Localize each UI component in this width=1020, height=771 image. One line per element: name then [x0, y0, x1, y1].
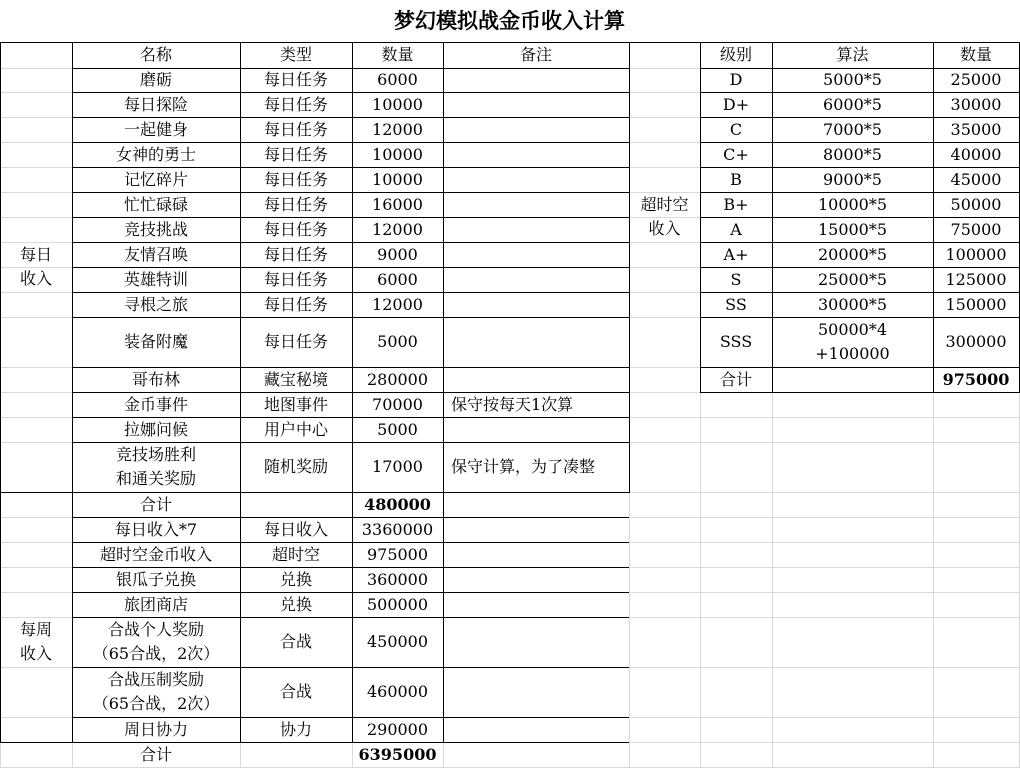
weekly-item-amount[interactable]: 460000: [366, 682, 429, 701]
chaos-level[interactable]: A: [730, 219, 742, 239]
daily-item-name[interactable]: 竞技挑战: [123, 219, 188, 239]
weekly-item-remark[interactable]: [443, 567, 629, 592]
daily-item-amount[interactable]: 5000: [377, 419, 418, 439]
weekly-total-label[interactable]: 合计: [139, 744, 172, 764]
chaos-formula[interactable]: 9000*5: [823, 169, 882, 189]
weekly-item-remark[interactable]: [443, 617, 629, 667]
daily-item-amount[interactable]: 70000: [372, 394, 423, 414]
daily-item-remark[interactable]: [443, 142, 629, 167]
chaos-formula[interactable]: 15000*5: [817, 219, 888, 239]
chaos-amount[interactable]: 40000: [950, 144, 1002, 164]
gridline-horizontal: [0, 767, 1020, 768]
weekly-item-name[interactable]: 旅团商店: [123, 594, 188, 614]
daily-income-label[interactable]: 每日 收入: [19, 245, 52, 288]
chaos-amount[interactable]: 30000: [950, 94, 1002, 114]
chaos-amount-header[interactable]: 数量: [959, 45, 992, 64]
daily-item-remark[interactable]: [443, 217, 629, 242]
daily-item-amount[interactable]: 10000: [372, 169, 423, 189]
daily-item-remark[interactable]: [443, 68, 629, 92]
daily-item-type[interactable]: 每日任务: [263, 244, 328, 264]
weekly-total-remark[interactable]: [443, 742, 629, 767]
daily-item-remark[interactable]: [443, 367, 629, 392]
chaos-level[interactable]: C+: [723, 144, 749, 164]
chaos-formula[interactable]: 6000*5: [823, 94, 882, 114]
daily-item-type[interactable]: 每日任务: [263, 169, 328, 189]
daily-item-remark[interactable]: 保守计算，为了凑整: [451, 457, 596, 476]
daily-item-name[interactable]: 磨砺: [139, 70, 172, 89]
daily-item-type[interactable]: 藏宝秘境: [263, 369, 328, 389]
weekly-item-amount[interactable]: 975000: [366, 544, 429, 564]
daily-item-amount[interactable]: 280000: [366, 369, 429, 389]
daily-total-value[interactable]: 480000: [364, 494, 431, 514]
daily-item-remark[interactable]: [443, 317, 629, 367]
weekly-item-type[interactable]: 合战: [279, 632, 312, 651]
daily-item-name[interactable]: 友情召唤: [123, 244, 188, 264]
chaos-amount[interactable]: 300000: [945, 332, 1007, 351]
weekly-item-name[interactable]: 合战压制奖励 （65合战，2次）: [92, 670, 220, 713]
weekly-item-amount[interactable]: 360000: [366, 569, 429, 589]
chaos-level[interactable]: B+: [723, 194, 749, 214]
weekly-item-amount[interactable]: 3360000: [361, 519, 434, 539]
daily-item-remark[interactable]: 保守按每天1次算: [451, 394, 574, 414]
daily-item-type[interactable]: 用户中心: [263, 419, 328, 439]
daily-item-amount[interactable]: 6000: [377, 269, 418, 289]
weekly-item-name[interactable]: 合战个人奖励 （65合战，2次）: [92, 620, 220, 663]
amount-header[interactable]: 数量: [381, 45, 414, 64]
daily-item-type[interactable]: 每日任务: [263, 144, 328, 164]
daily-item-amount[interactable]: 17000: [372, 457, 423, 476]
daily-item-amount[interactable]: 6000: [377, 70, 418, 89]
cell-border-horizontal: [700, 392, 1020, 393]
chaos-amount[interactable]: 75000: [950, 219, 1002, 239]
daily-item-type[interactable]: 每日任务: [263, 119, 328, 139]
weekly-item-amount[interactable]: 290000: [366, 719, 429, 739]
chaos-level[interactable]: A+: [723, 244, 749, 264]
daily-item-type[interactable]: 每日任务: [263, 294, 328, 314]
chaos-total-formula[interactable]: [772, 367, 933, 392]
cell-border-horizontal: [629, 492, 630, 493]
daily-item-name[interactable]: 英雄特训: [123, 269, 188, 289]
daily-item-name[interactable]: 拉娜问候: [123, 419, 188, 439]
weekly-item-type[interactable]: 超时空: [271, 544, 320, 564]
daily-item-amount[interactable]: 9000: [377, 244, 418, 264]
weekly-item-amount[interactable]: 450000: [366, 632, 429, 651]
daily-item-name[interactable]: 每日探险: [123, 94, 188, 114]
weekly-item-type[interactable]: 协力: [279, 719, 312, 739]
chaos-level[interactable]: S: [730, 269, 742, 289]
daily-item-remark[interactable]: [443, 267, 629, 292]
daily-item-amount[interactable]: 10000: [372, 144, 423, 164]
weekly-item-name[interactable]: 银瓜子兑换: [115, 569, 196, 589]
chaos-amount[interactable]: 150000: [945, 294, 1007, 314]
formula-header[interactable]: 算法: [836, 45, 869, 64]
weekly-item-remark[interactable]: [443, 542, 629, 567]
chaos-income-label[interactable]: 超时空 收入: [640, 195, 689, 238]
daily-item-name[interactable]: 一起健身: [123, 119, 188, 139]
daily-item-name[interactable]: 装备附魔: [123, 332, 188, 351]
chaos-total-label[interactable]: 合计: [719, 369, 752, 389]
weekly-total-value[interactable]: 6395000: [358, 744, 437, 764]
daily-item-type[interactable]: 每日任务: [263, 332, 328, 351]
chaos-formula[interactable]: 20000*5: [817, 244, 888, 264]
chaos-formula[interactable]: 7000*5: [823, 119, 882, 139]
chaos-formula[interactable]: 8000*5: [823, 144, 882, 164]
weekly-item-amount[interactable]: 500000: [366, 594, 429, 614]
daily-item-name[interactable]: 记忆碎片: [123, 169, 188, 189]
daily-total-remark[interactable]: [443, 492, 629, 517]
daily-item-amount[interactable]: 12000: [372, 119, 423, 139]
chaos-formula[interactable]: 30000*5: [817, 294, 888, 314]
weekly-income-label[interactable]: 每周 收入: [19, 620, 52, 663]
daily-item-name[interactable]: 女神的勇士: [115, 144, 196, 164]
daily-item-type[interactable]: 每日任务: [263, 194, 328, 214]
daily-total-label[interactable]: 合计: [139, 494, 172, 514]
weekly-item-remark[interactable]: [443, 517, 629, 542]
weekly-item-type[interactable]: 每日收入: [263, 519, 328, 539]
daily-item-type[interactable]: 每日任务: [263, 70, 328, 89]
chaos-amount[interactable]: 100000: [945, 244, 1007, 264]
weekly-item-type[interactable]: 兑换: [279, 594, 312, 614]
daily-item-name[interactable]: 竞技场胜利 和通关奖励: [115, 445, 196, 488]
page-title[interactable]: 梦幻模拟战金币收入计算: [394, 8, 625, 33]
weekly-item-remark[interactable]: [443, 667, 629, 717]
daily-item-type[interactable]: 每日任务: [263, 219, 328, 239]
daily-item-name[interactable]: 忙忙碌碌: [123, 194, 188, 214]
chaos-amount[interactable]: 125000: [945, 269, 1007, 289]
daily-item-remark[interactable]: [443, 167, 629, 192]
daily-item-name[interactable]: 金币事件: [123, 394, 188, 414]
chaos-formula[interactable]: 10000*5: [817, 194, 888, 214]
weekly-item-name[interactable]: 超时空金币收入: [99, 544, 212, 564]
weekly-item-type[interactable]: 兑换: [279, 569, 312, 589]
remark-header[interactable]: 备注: [519, 45, 552, 64]
chaos-formula[interactable]: 5000*5: [823, 70, 882, 89]
chaos-amount[interactable]: 25000: [950, 70, 1002, 89]
daily-item-type[interactable]: 每日任务: [263, 94, 328, 114]
daily-item-name[interactable]: 哥布林: [131, 369, 180, 389]
daily-item-type[interactable]: 地图事件: [263, 394, 328, 414]
daily-item-remark[interactable]: [443, 292, 629, 317]
daily-item-amount[interactable]: 10000: [372, 94, 423, 114]
chaos-total-value[interactable]: 975000: [942, 369, 1010, 389]
weekly-item-remark[interactable]: [443, 717, 629, 742]
weekly-item-name[interactable]: 每日收入*7: [114, 519, 198, 539]
chaos-level[interactable]: SS: [725, 294, 747, 314]
chaos-level[interactable]: B: [730, 169, 742, 189]
daily-item-remark[interactable]: [443, 242, 629, 267]
weekly-item-remark[interactable]: [443, 592, 629, 617]
chaos-formula[interactable]: 25000*5: [817, 269, 888, 289]
daily-item-remark[interactable]: [443, 117, 629, 142]
daily-item-amount[interactable]: 5000: [377, 332, 418, 351]
chaos-amount[interactable]: 35000: [950, 119, 1002, 139]
type-header[interactable]: 类型: [279, 45, 312, 64]
daily-item-amount[interactable]: 16000: [372, 194, 423, 214]
daily-item-remark[interactable]: [443, 92, 629, 117]
weekly-total-type[interactable]: [240, 742, 352, 767]
daily-item-name[interactable]: 寻根之旅: [123, 294, 188, 314]
chaos-amount[interactable]: 45000: [950, 169, 1002, 189]
weekly-item-type[interactable]: 合战: [279, 682, 312, 701]
daily-total-type[interactable]: [240, 492, 352, 517]
chaos-level[interactable]: C: [729, 119, 743, 139]
chaos-level[interactable]: D+: [722, 94, 750, 114]
chaos-amount[interactable]: 50000: [950, 194, 1002, 214]
chaos-formula[interactable]: 50000*4 +100000: [815, 320, 890, 363]
name-header[interactable]: 名称: [139, 45, 172, 64]
daily-item-remark[interactable]: [443, 417, 629, 442]
daily-item-remark[interactable]: [443, 192, 629, 217]
level-header[interactable]: 级别: [719, 45, 752, 64]
daily-item-amount[interactable]: 12000: [372, 219, 423, 239]
daily-item-amount[interactable]: 12000: [372, 294, 423, 314]
daily-item-type[interactable]: 随机奖励: [263, 457, 328, 476]
chaos-level[interactable]: D: [729, 70, 743, 89]
daily-item-type[interactable]: 每日任务: [263, 269, 328, 289]
weekly-item-name[interactable]: 周日协力: [123, 719, 188, 739]
chaos-level[interactable]: SSS: [719, 332, 753, 351]
